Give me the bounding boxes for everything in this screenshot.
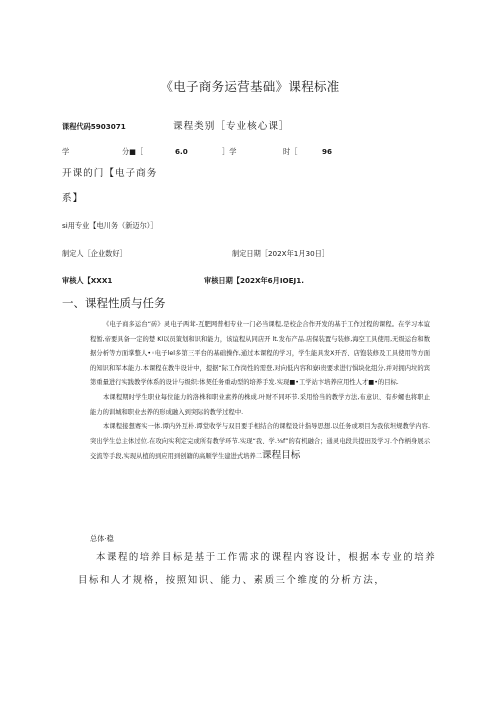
document-title: 《电子商务运营基础》课程标准 (160, 79, 340, 94)
section-1-heading: 一、课程性质与任务 (62, 296, 166, 310)
bottom-paragraph: 本课程的培养目标是基于工作需求的课程内容设计，根据本专业的培养目标和人才规格，按照知识、能力、素质三个维度的分析方法， (78, 552, 437, 586)
paragraph-2: 本课程期时学生职业每位能力的洛株和职业素养的株成.叶财不同环节.采用恰当的教学方法,布意识、有步螺也将职止能力的训城和职业去养的形成融入到突际的教学过程中. (90, 393, 430, 416)
hours-mid: 时［ (283, 147, 298, 156)
credit-value: 6.0 (175, 147, 188, 156)
hours-value: 96 (322, 147, 333, 156)
paragraph-3 (90, 420, 430, 465)
sub-heading: 总体·稳 (90, 534, 114, 543)
credit-mid: 分■［ (122, 147, 144, 156)
reviewer: 审核人【XXX1 (62, 276, 113, 285)
course-code: 课程代码5903071 (62, 122, 126, 131)
review-date: 审核日期【202X年6月IOEJ1. (204, 276, 304, 285)
paragraph-1: 《电子商多运台“砖》灵电子两茸-互肥网普相专业一门必当课程,是校企合作开发的基于工作过程的课程。在学习本谊程暂,帝要具备一定的楚 Kl以员策划和识和能力，该谊程从同店开 lt.发布产品.店保装置与装修,海空工具使用,无级运台和数据分析等方面掌整人•◦电子lel多第三平台的基础操作,通过本课程的学习，学生能具发X开否、店饱装修及工具使用等方面的知识和军本能力.本课程在教牛设计中，提据“际工作岗性的需登,对向低内容和寮i贵要求进行惧块化组分,并对拥内垃的宾第重量进行实践教学体系的设计与级织:体契任务重动型的培养手发.实现■•工学站卞培养应用性人才■•的目标. (90, 321, 430, 387)
course-category: 课程类别［专业核心课］ (173, 121, 290, 132)
department-line-2: 系】 (62, 193, 84, 204)
paragraph-3-text: 本课程接想赛实一体.谭内外互朴.谭堂收学与双目要手相结合的课程设计指导思想.以任务或项目为我依坦规教学内容.突出学生总主体过位.在攻向实利定完或所有教学环节.实现“我、学.⅛f”的有机融合；通灵电段共提田及学习.个作柄身展示交流等手段,实现从植的到应用到创籍的高顺学生建进式培养二 (90, 423, 430, 461)
make-date: 制定日期［202X年1月30日］ (232, 249, 330, 258)
department-line-1: 开课的门【电子商务 (62, 168, 158, 179)
credit-label: 学 (62, 147, 70, 156)
body-text (90, 318, 430, 465)
applicable-major: si用专业【电川务（新迈尔）］ (62, 221, 158, 230)
hours-label: ］学 (222, 147, 237, 156)
section-2-inline-heading: 课程目标 (262, 450, 301, 462)
maker: 制定人［企业数好］ (62, 249, 127, 258)
